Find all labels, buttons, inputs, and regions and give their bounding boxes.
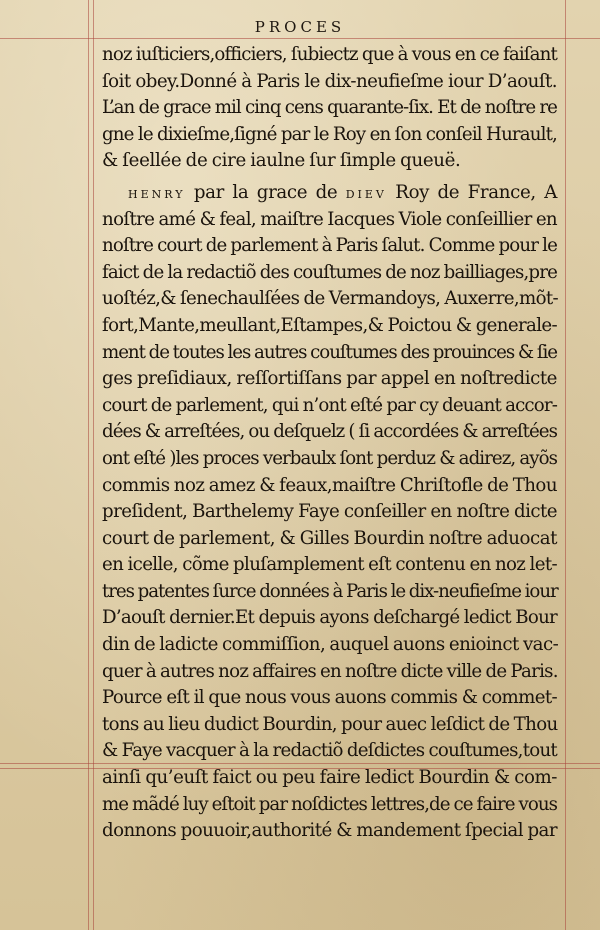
text-line: din de ladicte commiſſion, auquel auons enioinct vac- [102,634,559,656]
running-title: PROCES [254,18,346,36]
text-line: commis noz amez & feaux,maiſtre Chriſtofle de Thou [102,474,557,496]
left-margin-rule-inner [93,0,94,930]
text-line: faict de la redactiõ des couſtumes de noz bailliages,pre [102,261,557,283]
text-line: preſident, Barthelemy Faye conſeiller en noſtre dicte [102,501,557,523]
text-line: gne le dixieſme,ſigné par le Roy en ſon conſeil Hurault, [102,123,557,145]
text-line: D’aouſt dernier.Et depuis ayons deſchargé ledict Bour [102,607,557,629]
paragraph-1 [102,42,557,175]
text-line: tons au lieu dudict Bourdin, pour auec leſdict de Thou [102,713,558,735]
text-line: quer à autres noz affaires en noſtre dicte ville de Paris. [102,660,558,682]
text-line: court de parlement, & Gilles Bourdin noſtre aduocat [102,527,557,549]
right-margin-rule [565,0,566,930]
text-line: ainſi qu’euſt faict ou peu faire ledict Bourdin & com- [102,767,557,789]
text-line: & ſeellée de cire iaulne ſur ſimple queuë. [102,150,461,172]
text-line: noz iuſticiers,officiers, ſubiectz que à vous en ce faiſant [102,44,557,65]
text-column [102,42,557,845]
text-line: ment de toutes les autres couſtumes des prouinces & ſie [102,341,557,363]
text-line: me mãdé luy eſtoit par noſdictes lettres,de ce faire vous [102,793,557,815]
text-line: noſtre amé & feal, maiſtre Iacques Viole conſeillier en [102,208,557,230]
text-line: court de parlement, qui n’ont eſté par cy deuant accor- [102,394,557,416]
name-henry: HENRY [128,187,186,201]
paragraph-2 [102,180,557,845]
text-line: & Faye vacquer à la redactiõ deſdictes couſtumes,tout [102,740,557,762]
name-dieu: DIEV [345,187,387,201]
text-line: Pource eſt il que nous vous auons commis & commet- [102,687,557,709]
text-line: donnons pouuoir,authorité & mandement ſpecial par [102,820,557,842]
first-line-text-1: par la grace de [185,181,346,203]
text-line: tres patentes ſurce données à Paris le dix-neufieſme iour [102,580,558,602]
paragraph-2-first-line [102,180,557,207]
text-line: L’an de grace mil cinq cens quarante-ſix. Et de noſtre re [102,97,557,119]
left-margin-rule [88,0,89,930]
top-rule [0,38,600,39]
text-line: ont eſté )les proces verbaulx ſont perduz & adirez, ayõs [102,447,557,469]
text-line: uoſtéz,& ſenechaulſées de Vermandoys, Auxerre,mõt- [102,288,559,310]
text-line: fort,Mante,meullant,Eſtampes,& Poictou & generale- [102,314,557,336]
first-line-text-2: Roy de France, A [386,181,557,203]
text-line: dées & arreſtées, ou deſquelz ( ſi accordées & arreſtées [102,421,557,443]
text-line: en icelle, cõme pluſamplement eſt contenu en noz let- [102,554,557,576]
text-line: ſoit obey.Donné à Paris le dix-neufieſme iour D’aouſt. [102,70,557,92]
text-line: ges preſidiaux, reſſortiſſans par appel en noſtredicte [102,368,557,390]
text-line: noſtre court de parlement à Paris ſalut. Comme pour le [102,235,557,257]
